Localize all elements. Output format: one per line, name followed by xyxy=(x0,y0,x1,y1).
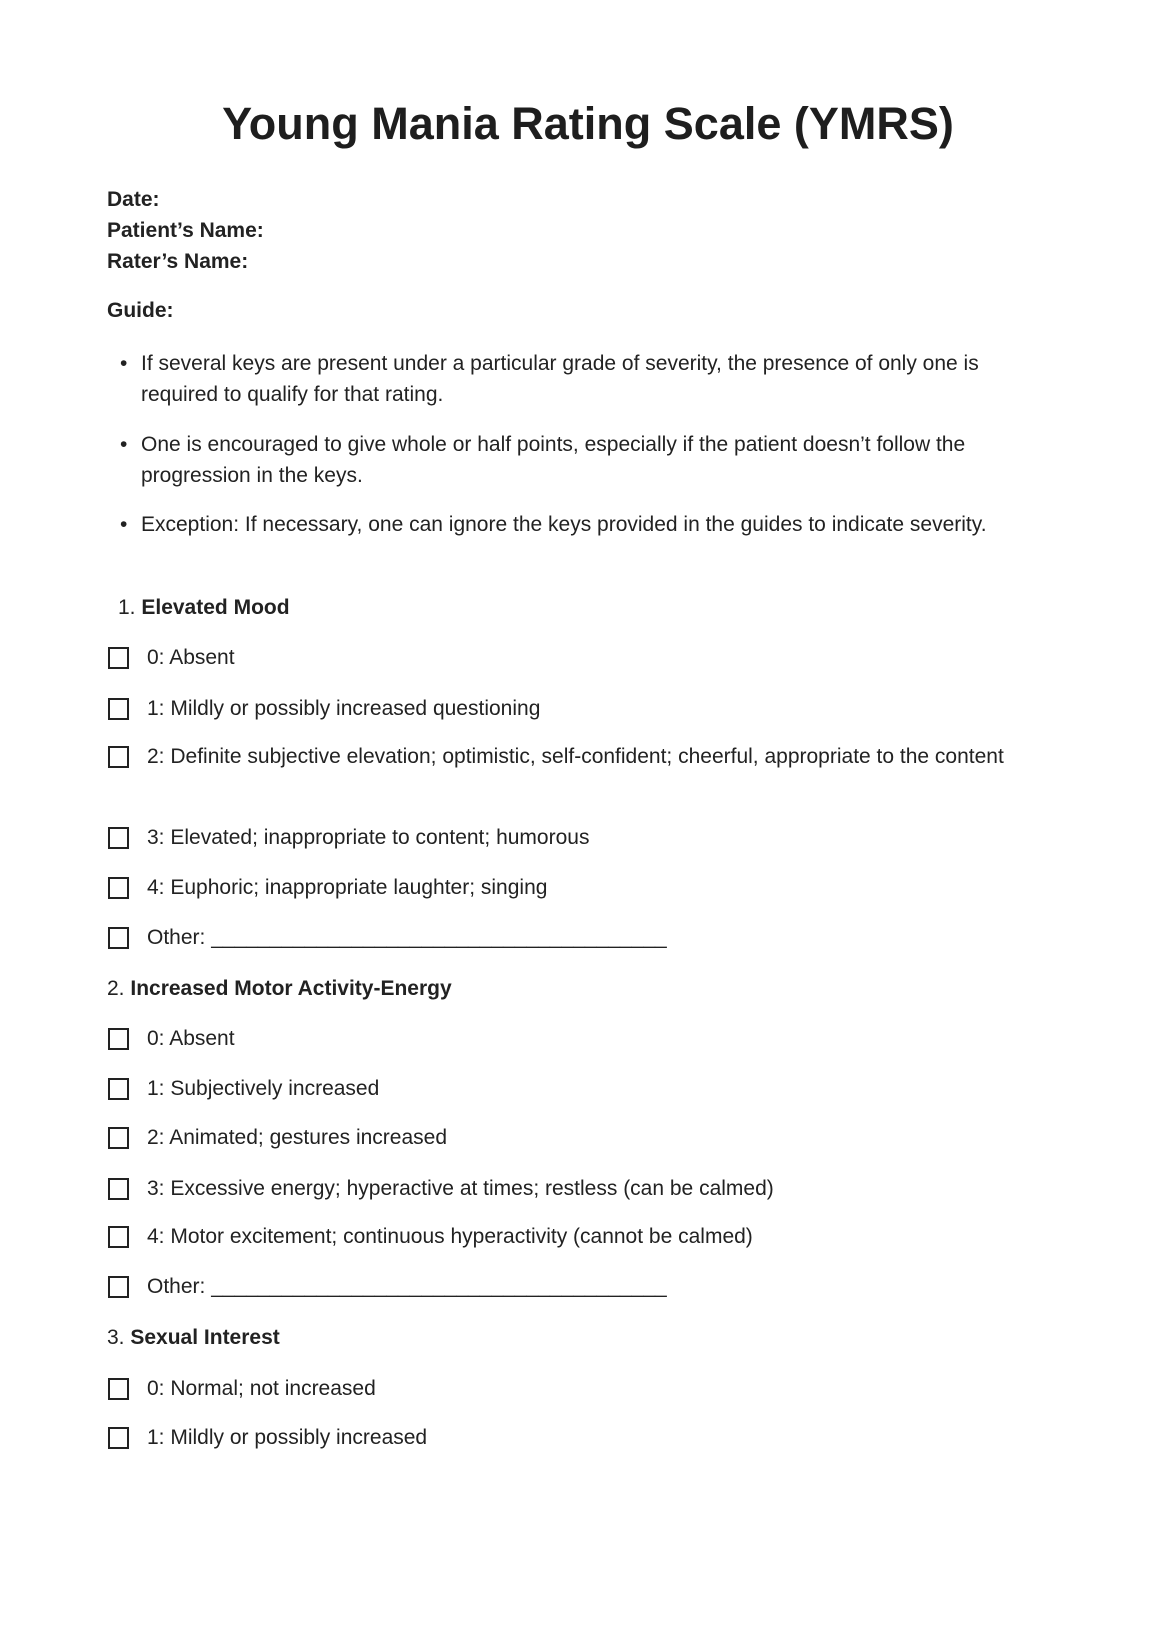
page-title: Young Mania Rating Scale (YMRS) xyxy=(222,98,954,149)
guide-label: Guide: xyxy=(107,299,174,322)
rating-option xyxy=(108,1122,1008,1154)
option-label: Other: _______________________________________ xyxy=(147,926,667,949)
rating-option xyxy=(108,741,1008,773)
rating-option xyxy=(108,1271,1008,1303)
section-heading xyxy=(107,1326,280,1350)
section-number: 1. xyxy=(118,596,136,619)
bullet-icon: • xyxy=(120,352,128,375)
option-label: 4: Motor excitement; continuous hyperactivity (cannot be calmed) xyxy=(147,1225,753,1248)
checkbox[interactable] xyxy=(108,1276,129,1298)
checkbox[interactable] xyxy=(108,746,129,768)
checkbox[interactable] xyxy=(108,698,129,720)
option-label: 1: Mildly or possibly increased xyxy=(147,1426,428,1449)
checkbox[interactable] xyxy=(108,877,129,899)
option-label: 0: Absent xyxy=(147,646,235,669)
section-number: 2. xyxy=(107,977,125,1000)
section-title: Increased Motor Activity-Energy xyxy=(130,977,452,1000)
option-label: 2: Animated; gestures increased xyxy=(147,1126,448,1149)
rating-option xyxy=(108,1023,1008,1055)
checkbox[interactable] xyxy=(108,1028,129,1050)
rating-option xyxy=(108,1173,1008,1205)
guide-bullet xyxy=(120,509,1050,540)
rating-option xyxy=(108,822,1008,854)
rating-option xyxy=(108,1073,1008,1105)
checkbox[interactable] xyxy=(108,1078,129,1100)
checkbox[interactable] xyxy=(108,1127,129,1149)
option-label: 4: Euphoric; inappropriate laughter; singing xyxy=(147,876,548,899)
date-label: Date: xyxy=(107,188,160,211)
checkbox[interactable] xyxy=(108,827,129,849)
section-heading xyxy=(107,977,452,1001)
bullet-icon: • xyxy=(120,433,128,456)
option-label: 3: Elevated; inappropriate to content; humorous xyxy=(147,826,590,849)
rating-option xyxy=(108,872,1008,904)
option-label: 1: Mildly or possibly increased questioning xyxy=(147,697,541,720)
checkbox[interactable] xyxy=(108,927,129,949)
rating-option xyxy=(108,693,1008,725)
section-number: 3. xyxy=(107,1326,125,1349)
checkbox[interactable] xyxy=(108,1226,129,1248)
rating-option xyxy=(108,642,1008,674)
section-title: Sexual Interest xyxy=(130,1326,280,1349)
section-heading xyxy=(118,596,290,620)
guide-text: If several keys are present under a particular grade of severity, the presence of only one is required to qualify for that rating. xyxy=(141,352,979,406)
option-label: 0: Normal; not increased xyxy=(147,1377,376,1400)
option-label: 3: Excessive energy; hyperactive at times; restless (can be calmed) xyxy=(147,1177,774,1200)
guide-bullet xyxy=(120,348,1050,410)
rater-name-label: Rater’s Name: xyxy=(107,250,249,273)
section-title: Elevated Mood xyxy=(141,596,290,619)
checkbox[interactable] xyxy=(108,647,129,669)
rating-option xyxy=(108,1373,1008,1405)
rating-option xyxy=(108,1422,1008,1454)
checkbox[interactable] xyxy=(108,1378,129,1400)
patient-name-label: Patient’s Name: xyxy=(107,219,264,242)
bullet-icon: • xyxy=(120,513,128,536)
rating-option xyxy=(108,1221,1008,1253)
guide-text: One is encouraged to give whole or half points, especially if the patient doesn’t follow the progression in the keys. xyxy=(141,433,966,487)
guide-bullet xyxy=(120,429,1050,491)
option-label: 1: Subjectively increased xyxy=(147,1077,380,1100)
option-label: 2: Definite subjective elevation; optimistic, self-confident; cheerful, appropriate to the content xyxy=(147,745,1004,768)
checkbox[interactable] xyxy=(108,1427,129,1449)
checkbox[interactable] xyxy=(108,1178,129,1200)
guide-text: Exception: If necessary, one can ignore the keys provided in the guides to indicate severity. xyxy=(141,513,987,536)
option-label: Other: _______________________________________ xyxy=(147,1275,667,1298)
option-label: 0: Absent xyxy=(147,1027,235,1050)
rating-option xyxy=(108,922,1008,954)
